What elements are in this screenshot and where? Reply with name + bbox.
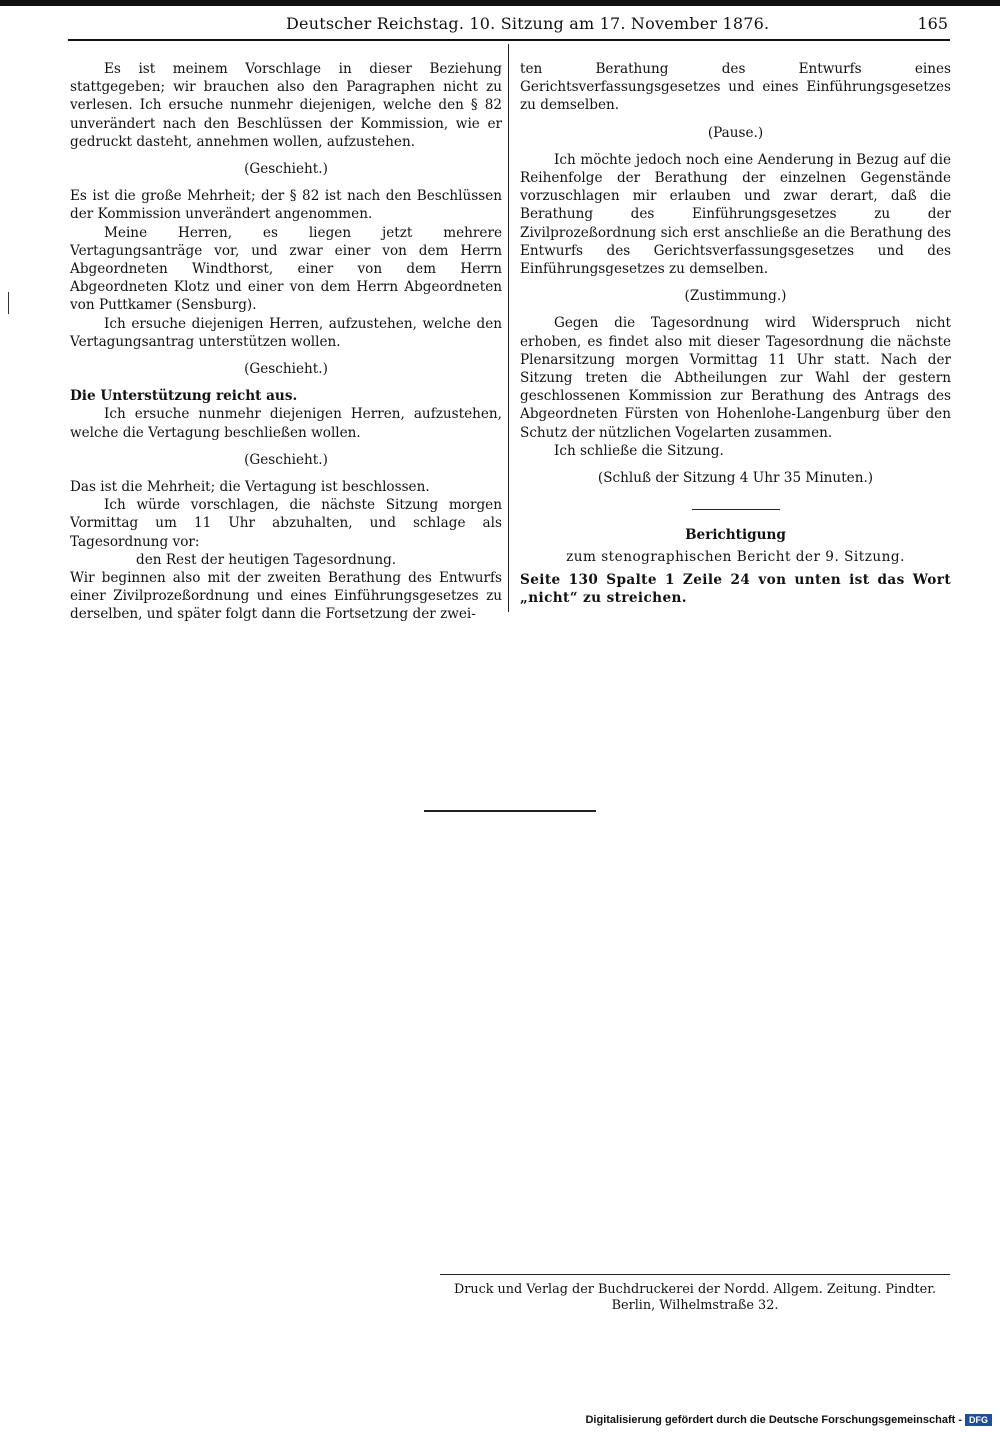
paragraph: Die Unterstützung reicht aus.	[70, 388, 298, 405]
paragraph: Ich schließe die Sitzung.	[554, 442, 724, 459]
dfg-text: Digitalisierung gefördert durch die Deutsche Forschungsgemeinschaft -	[585, 1414, 962, 1426]
right-column	[520, 60, 951, 607]
stage-direction: (Zustimmung.)	[684, 288, 787, 305]
paragraph: Ich möchte jedoch noch eine Aenderung in Bezug auf die Reihenfolge der Berathung der einzelnen Gegenstände vorzuschlagen mir erlauben und zwar derart, daß die Berathung des Einführungsgesetzes zu der Zivilprozeßordnung sich erst anschließe an die Berathung des Entwurfs des Gerichtsverfassungsgesetzes und des Einführungsgesetzes zu demselben.	[520, 151, 951, 278]
end-rule	[424, 810, 596, 812]
stage-direction: (Pause.)	[707, 124, 764, 141]
dfg-logo-icon: DFG	[965, 1414, 992, 1426]
paragraph: Ich ersuche diejenigen Herren, aufzustehen, welche den Vertagungsantrag unterstützen wollen.	[70, 315, 502, 350]
imprint-line: Druck und Verlag der Buchdruckerei der Nordd. Allgem. Zeitung. Pindter.	[453, 1282, 937, 1297]
imprint-line: Berlin, Wilhelmstraße 32.	[611, 1298, 779, 1313]
paragraph: Wir beginnen also mit der zweiten Berathung des Entwurfs einer Zivilprozeßordnung und eines Einführungsgesetzes zu derselben, und später folgt dann die Fortsetzung der zwei-	[70, 570, 502, 623]
top-border	[0, 0, 1000, 6]
margin-mark	[8, 292, 9, 314]
stage-direction: (Geschieht.)	[244, 361, 328, 378]
errata-subtitle: zum stenographischen Bericht der 9. Sitzung.	[566, 549, 905, 566]
header-rule	[68, 39, 950, 41]
page-number: 165	[917, 14, 948, 33]
footer-rule	[440, 1274, 950, 1275]
agenda-item: den Rest der heutigen Tagesordnung.	[136, 551, 397, 568]
paragraph: Das ist die Mehrheit; die Vertagung ist beschlossen.	[70, 479, 430, 496]
paragraph: ten Berathung des Entwurfs eines Gerichtsverfassungsgesetzes und eines Einführungsgesetzes zu demselben.	[520, 61, 951, 114]
stage-direction: (Geschieht.)	[244, 451, 328, 468]
running-title: Deutscher Reichstag. 10. Sitzung am 17. November 1876.	[286, 14, 770, 33]
paragraph: Gegen die Tagesordnung wird Widerspruch nicht erhoben, es findet also mit dieser Tagesordnung die nächste Plenarsitzung morgen Vormittag 11 Uhr statt. Nach der Sitzung treten die Abtheilungen zur Wahl der gestern geschlossenen Kommission zur Berathung des Antrags des Abgeordneten Fürsten von Hohenlohe-Langenburg über den Schutz der nützlichen Vogelarten zusammen.	[520, 315, 951, 441]
paragraph: Ich ersuche nunmehr diejenigen Herren, aufzustehen, welche die Vertagung beschließen wollen.	[70, 406, 502, 441]
left-column	[70, 60, 502, 624]
errata-body: Seite 130 Spalte 1 Zeile 24 von unten ist das Wort „nicht“ zu streichen.	[520, 571, 951, 606]
stage-direction: (Geschieht.)	[244, 161, 328, 178]
paragraph: Meine Herren, es liegen jetzt mehrere Vertagungsanträge vor, und zwar einer von dem Herrn Abgeordneten Windthorst, einer von dem Herrn Abgeordneten Klotz und einer von dem Herrn Abgeordneten von Puttkamer (Sensburg).	[70, 224, 502, 314]
errata-title: Berichtigung	[685, 527, 786, 544]
imprint	[440, 1282, 950, 1314]
closing-note: (Schluß der Sitzung 4 Uhr 35 Minuten.)	[597, 470, 874, 487]
dfg-credit	[585, 1414, 992, 1426]
paragraph: Es ist die große Mehrheit; der § 82 ist nach den Beschlüssen der Kommission unverändert angenommen.	[70, 188, 502, 223]
column-divider	[508, 44, 509, 612]
paragraph: Ich würde vorschlagen, die nächste Sitzung morgen Vormittag um 11 Uhr abzuhalten, und schlage als Tagesordnung vor:	[70, 497, 502, 550]
paragraph: Es ist meinem Vorschlage in dieser Beziehung stattgegeben; wir brauchen also den Paragraphen nicht zu verlesen. Ich ersuche nunmehr diejenigen, welche den § 82 unverändert nach den Beschlüssen der Kommission, wie er gedruckt dasteht, annehmen wollen, aufzustehen.	[70, 61, 502, 150]
page-header	[0, 12, 1000, 36]
section-rule	[692, 509, 780, 510]
